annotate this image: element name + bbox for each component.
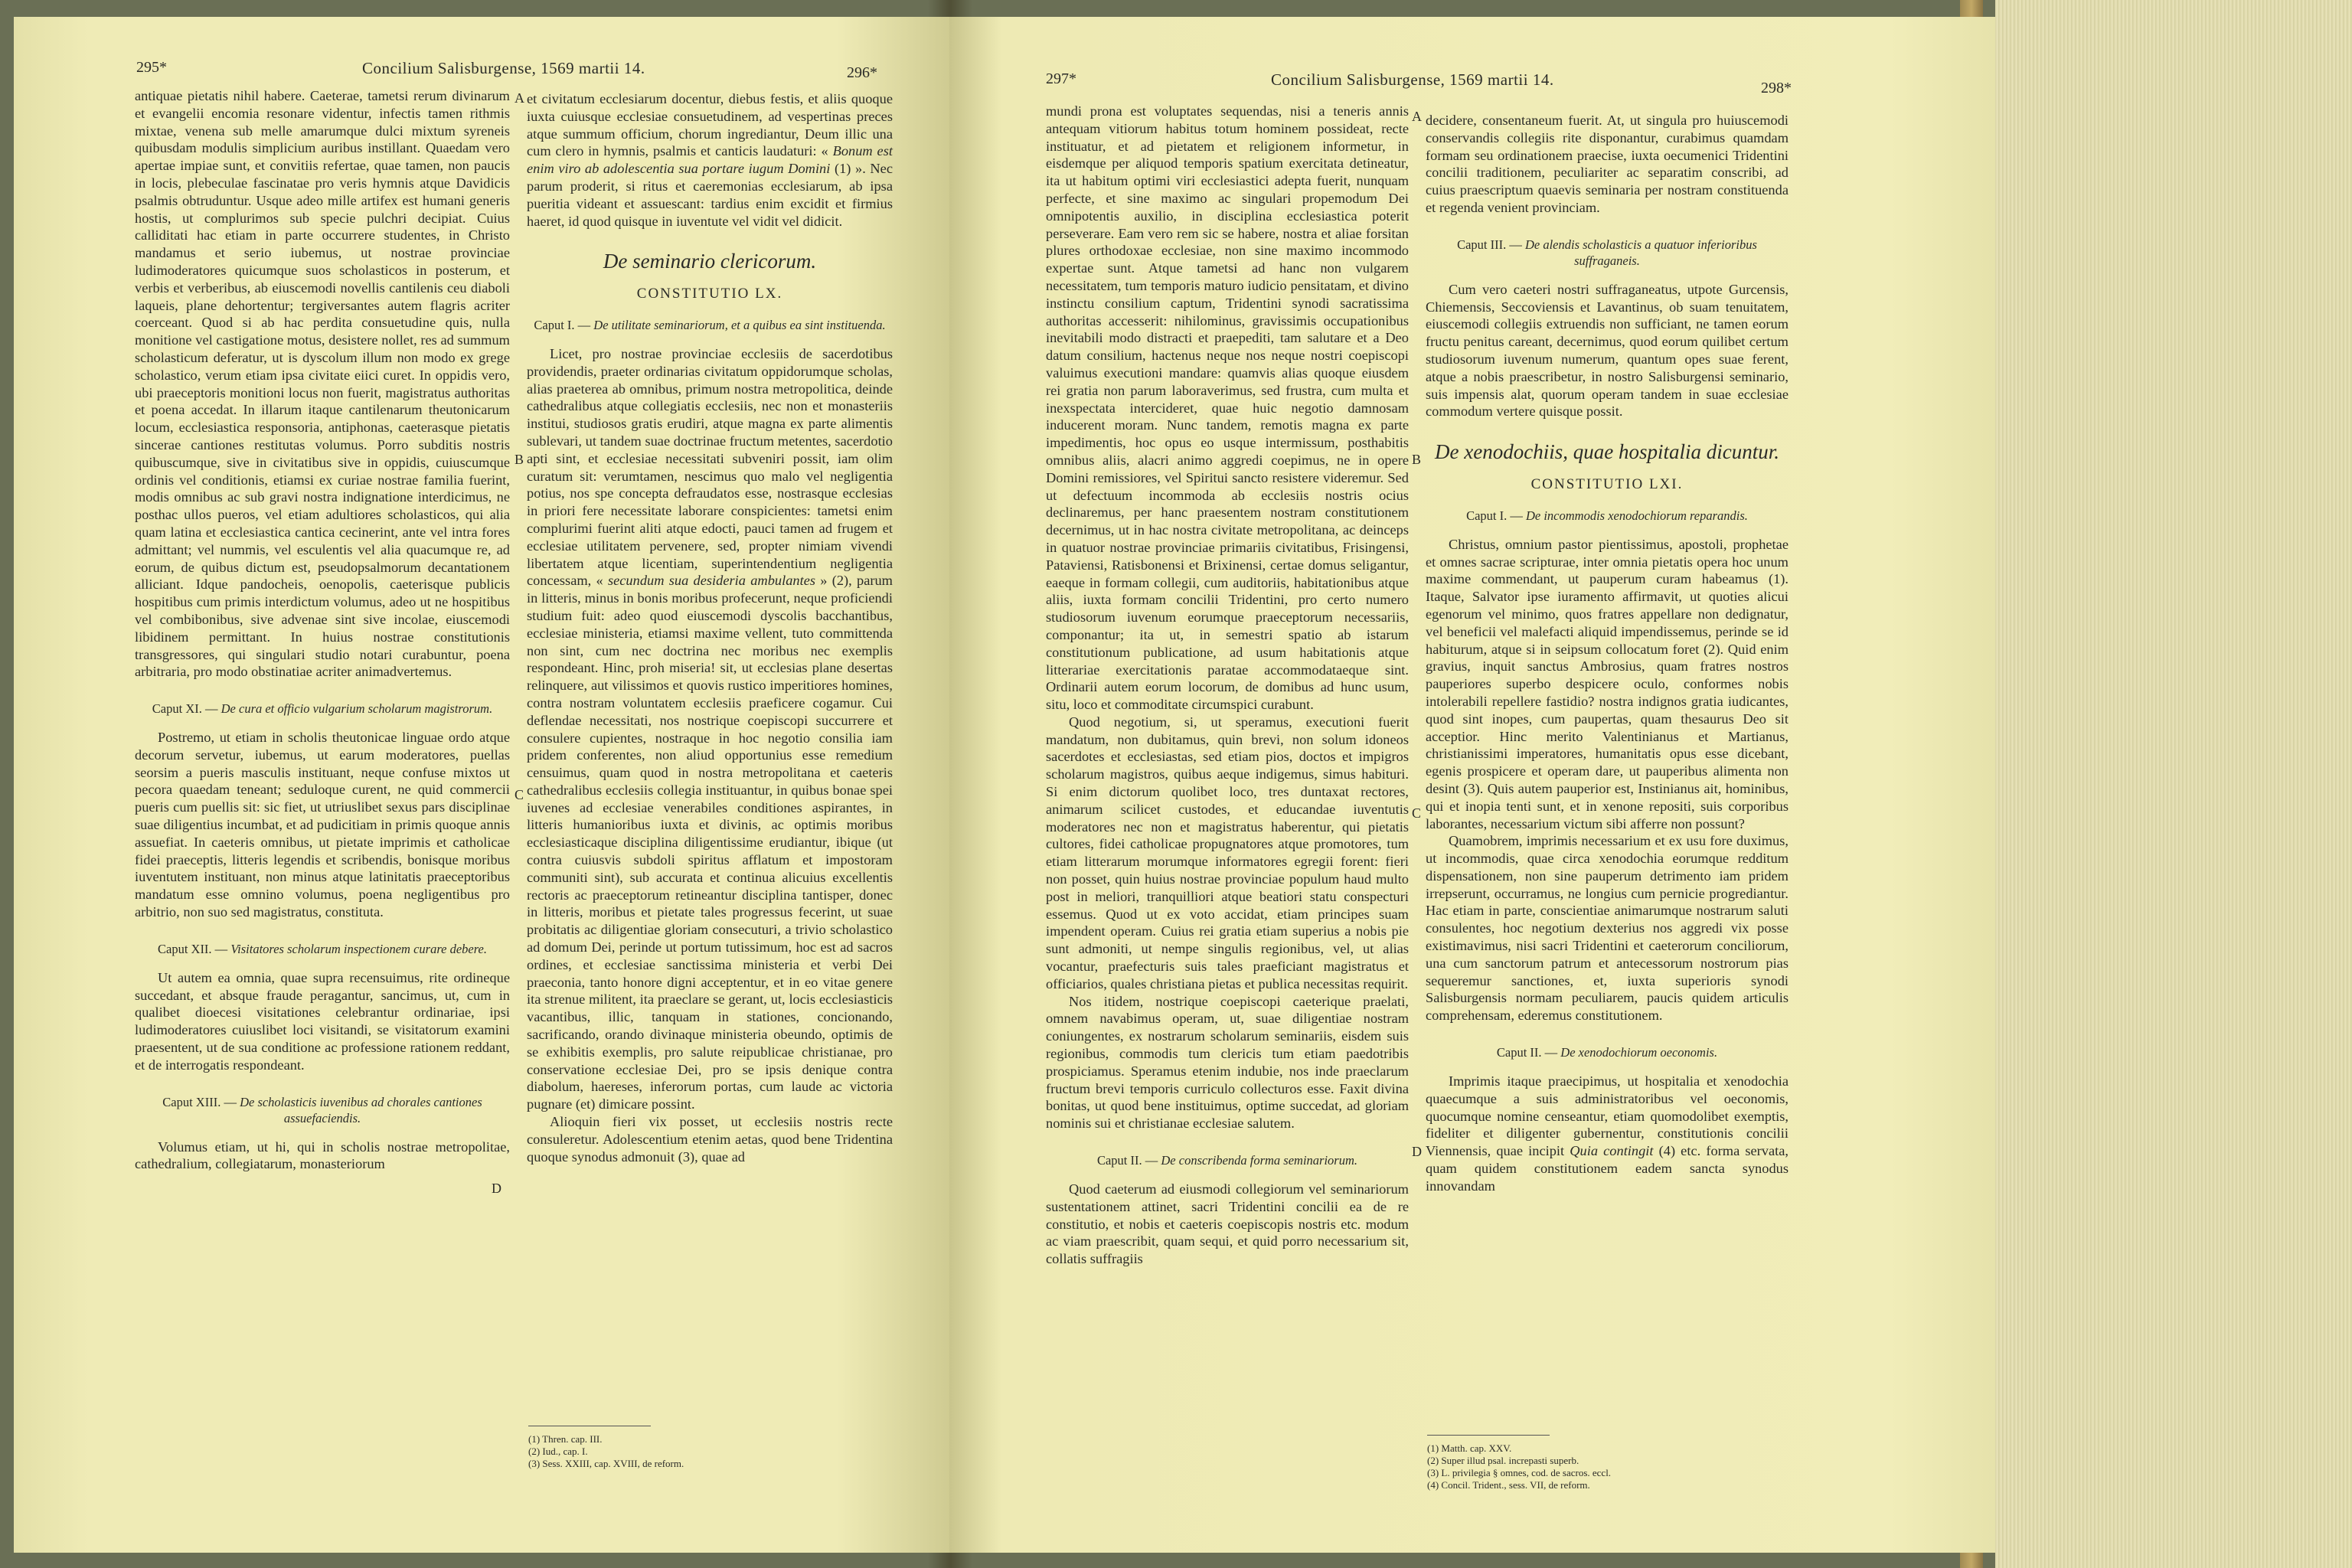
caput-label: Caput I. — — [1466, 508, 1526, 523]
page-number-297: 297* — [1046, 70, 1076, 87]
margin-letter-a: A — [514, 90, 524, 106]
column-295 — [135, 87, 510, 1173]
constitutio-heading: CONSTITUTIO LXI. — [1530, 475, 1684, 492]
footnote: (4) Concil. Trident., sess. VII, de reform. — [1427, 1479, 1590, 1491]
text-run: Imprimis itaque praecipimus, ut hospitalia et xenodochia quaecumque a suis administratoribus vel oeconomis, quocumque nomine censeantur, etiam quomodolibet exemptis, fideliter et diligenter gubernentur, constitutionis concilii Viennensis, quae incipit — [1426, 1073, 1788, 1159]
running-title-right: Concilium Salisburgense, 1569 martii 14. — [1271, 70, 1554, 89]
paragraph: Alioquin fieri vix posset, ut ecclesiis nostris recte consuleretur. Adolescentium etenim aetas, quod bene Tridentina quoque synodus admonuit (3), quae ad — [527, 1114, 893, 1165]
footnote: (2) Super illud psal. increpasti superb. — [1427, 1455, 1579, 1466]
quote-italic: Bonum est enim viro ab adolescentia sua portare iugum Domini — [527, 143, 893, 177]
caput-title: De scholasticis iuvenibus ad chorales cantiones assuefaciendis. — [240, 1094, 482, 1125]
section-title: De xenodochiis, quae hospitalia dicuntur. — [1435, 440, 1779, 464]
paragraph: decidere, consentaneum fuerit. At, ut singula pro huiuscemodi conservandis collegiis rite disponantur, curabimus quamdam formam seu ordinationem praecise, iuxta oecumenici Tridentini concilii traditionem, peculiariter ac separatim conscribi, ad cuius praescriptum quaevis seminaria per nostram constituenda et regenda venient provinciam. — [1426, 113, 1788, 215]
caput-heading — [135, 701, 510, 717]
caput-title: De cura et officio vulgarium scholarum magistrorum. — [220, 701, 493, 717]
margin-letter-d: D — [1412, 1144, 1422, 1159]
quote-italic: secundum sua desideria ambulantes — [607, 573, 816, 589]
caput-heading — [1046, 1152, 1409, 1168]
caput-title: De alendis scholasticis a quatuor inferioribus suffraganeis. — [1524, 237, 1757, 268]
paragraph: mundi prona est voluptates sequendas, nisi a teneris annis antequam vitiorum habitus totum hominem possideat, recte instituatur, et ad pietatem et religionem informetur, in eisdemque per aliquod temporis spatium exercitata detineatur, ita ut habitum optimi viri ecclesiastici adepta fuerit, nunquam perfecte, et sine maximo ac singulari propemodum Dei omnipotentis auxilio, in disciplina ecclesiastica poterit perseverare. Eam vero rem sic se habere, nostra et aliae forsitan plures orthodoxae ecclesiae, non sine maximo incommodo expertae sunt. Atque tametsi ad hanc non vulgarem necessitatem, tum temporis maturo iudicio pensitatam, et divino instinctu consilium captum, Tridentini synodi sacratissima authoritas accesserit: nihilominus, gravissimis occupationibus inevitabili modo distracti et praepediti, tam salutare et a Deo datum consilium, hactenus neque nos neque nostri coepiscopi valuimus executioni mandare: quamvis alias quoque eiusdem rei gratia non parum laboraverimus, sed frustra, cum multa et inexspectata intercideret, quae huic negotio damnosam inducerent moram. Nunc tandem, remotis magna ex parte impedimentis, hoc opus eo usque intermissum, posthabitis omnibus aliis, alacri animo aggredi coepimus, ne in opere Domini remissiores, vel Spiritui sancto resistere videremur. Sed ut defectuum incommoda ab ecclesiis nostris ocius declinaremus, per hanc praesentem nostram constitutionem decernimus, ut in hac nostra civitate metropolitana, ac deinceps in quatuor nostrae provinciae primariis civitatibus, Frisingensi, Pataviensi, Ratisbonensi et Brixinensi, certae domus seligantur, eaeque in formam collegii, cum auditoriis, habitationibus atque aliis, iuxta formam concilii Tridentini, pro certo numero studiosorum iuvenum eorumque praeceptorum necessariis, componantur; ita ut, in semestri spatio ab istarum constitutionum publicatione, ad usum habitationis atque litterariae exercitationis paratae accommodataeque sint. Ordinarii autem eorum locorum, de domibus ad hunc usum, situ, loco et commoditate circumspici curabunt. — [1046, 103, 1409, 713]
page-number-295: 295* — [136, 59, 167, 76]
footnote-rule — [1427, 1435, 1550, 1436]
margin-letter-d: D — [492, 1181, 501, 1196]
constitutio-heading: CONSTITUTIO LX. — [636, 286, 783, 302]
caput-heading — [135, 1094, 510, 1126]
caput-title: De utilitate seminariorum, et a quibus ea sint instituenda. — [593, 317, 886, 332]
text-run: (4) etc. forma servata, quam quidem constitutionem eadem sancta synodus innovandam — [1426, 1143, 1789, 1194]
caput-label: Caput II. — — [1096, 1153, 1161, 1168]
page-number-296: 296* — [847, 64, 877, 81]
caput-label: Caput XII. — — [157, 941, 231, 956]
caput-label: Caput XI. — — [152, 701, 221, 717]
paragraph: Quod negotium, si, ut speramus, executioni fuerit mandatum, non dubitamus, quin brevi, non solum idoneos sacerdotes et ecclesiastas, sed etiam pios, doctos et impigros scholarum magistros, quibus aeque indigemus, simus habituri. Si enim dictorum quolibet loco, tres duntaxat rectores, animarum scilicet custodes, et educandae iuventutis moderatores nec non et magistratus haberentur, qui pietatis cultores, fidei catholicae propugnatores atque promotores, tum etiam litterarum morumque informatores egregii forent: fieri non posset, quin huius nostrae provinciae populum haud multo post in meliori, tranquilliori atque beatiori statu conspecturi essemus. Quod ut ex voto accidat, etiam principes suam impendent operam. Cuius rei gratia etiam superius a nobis pie sunt admoniti, ut nempe singulis regionibus, vel, ut alias vocantur, praefecturis suis tales praeficiant magistratus et officiarios, quales christiana pietas et publica necessitas requirit. — [1046, 714, 1409, 991]
footnotes-296 — [528, 1433, 888, 1470]
text-run: (1) ». Nec parum proderit, si ritus et caeremonias ecclesiarum, ab ipsa pueritia videant et assuescant: tardius enim excidit et firmius haeret, id quod quisque in iuventute vel vidit vel didicit. — [527, 161, 893, 229]
paragraph: Quod caeterum ad eiusmodi collegiorum vel seminariorum sustentationem attinet, sacri Tridentini concilii ea de re constitutio, et nobis et caeteris coepiscopis nostris etc. modum ac viam praescribit, quam sequi, et quid porro necessarium sit, collatis suffragiis — [1046, 1181, 1409, 1267]
paragraph: antiquae pietatis nihil habere. Caeterae, tametsi rerum divinarum et evangelii encomia resonare videntur, infectis tamen rithmis mixtae, venena sub melle amarumque dulci mixtum syreneis quibusdam modulis simplicium auribus instillant. Quaedam vero apertae impiae sunt, et convitiis refertae, quae tamen, non paucis in locis, plebeculae fascinatae pro veris hymnis atque Davidicis psalmis obtruduntur. Usque adeo mille artifex est humani generis hostis, ut complurimos sub specie pulchri decipiat. Cuius calliditati hac etiam in parte occurrere studentes, in Christo mandamus et serio iubemus, ut nostrae provinciae ludimoderatores quicumque suos scholasticos in posterum, et verbis et verberibus, ab eiuscemodi novellis cantilenis ceu diaboli laqueis, plane dehortentur; tergiversantes autem flagris acriter coerceant. Quod si ab hac perdita consuetudine quis, nulla monitione vel castigatione motus, desistere nollet, res ad summum scholasticum deferatur, ut is dyscolum illum non modo ex grege scholastico, verum etiam ipsa civitate eiici curet. In oppidis vero, ubi praeceptoris monitioni locus non fuerit, magistratus authoritas et poena accedat. In illarum itaque cantilenarum theutonicarum locum, ecclesiastica responsoria, antiphonas, caeterasque pietatis sincerae cantiones restitutas volumus. Porro subditis nostris quibuscumque, sive in civitatibus sive in oppidis, cuiuscumque ordinis vel conditionis, etiamsi ex curiae nostrae familia fuerint, modis omnibus ac sub gravi nostra indignatione interdicimus, ne posthac ullos pueros, vel etiam adultiores scholasticos, qui alia quam latina et ecclesiastica cantica cecinerint, ante vel intra fores admittant; vel nummis, vel esculentis vel alia quacumque re, ad eorum, de quibus dictum est, pseudopsalmorum decantationem alliciant. Idque pandocheis, oenopolis, caeterisque publicis hospitibus cum primis interdictum volumus, adeo ut ne hospitibus vel combibonibus, sive advenae sint sive incolae, eiuscemodi libidinem permittant. In huius nostrae constitutionis transgressores, qui singulari studio notari curabuntur, poena arbitraria, pro modo obstinatiae acriter animadvertemus. — [135, 88, 510, 680]
caput-label: Caput XIII. — — [162, 1094, 240, 1109]
caput-heading — [527, 317, 893, 333]
margin-letter-b: B — [1412, 452, 1422, 467]
column-297 — [1046, 103, 1409, 1268]
paragraph — [1426, 1073, 1788, 1195]
section-title: De seminario clericorum. — [603, 250, 817, 273]
paragraph — [527, 345, 893, 1113]
text-run: » (2), parum in litteris, minus in bonis moribus profecerunt, neque proficiendi studium fuit: adeo quod eiuscemodi dyscolis bacchantibus, ecclesiae ministeria, etiamsi maxime vellent, tuto committenda non sint, cum nec doctrina nec moribus nec exemplis respondeant. Hinc, proh miseria! sit, ut ecclesias plane desertas relinquere, aut vilissimos et quovis rustico imperitiores homines, contra nostram voluntatem ecclesiis praeficere cogamur. Cui deflendae necessitati, nos nostrique coepiscopi succurrere et consulere cupientes, nostraque in hoc negotio consilia iam pridem conferentes, non aliud opportunius esse remedium censuimus, quam quod in nostra metropolitana et caeteris cathedralibus ecclesiis collegia instituantur, in quibus bonae spei iuvenes ad ecclesiae venerabiles conditiones aspirantes, in litteris humanioribus iuxta et divinis, ac optimis moribus ecclesiasticaque disciplina diligentissime erudiantur, ibique (ut contra cuiusvis subdoli spiritus afflatum et impostoram communiti sint), sub accurata et continua alicuius excellentis rectoris ac praeceptorum retineantur disciplina tantisper, donec in litteris, moribus et pietate tales progressus fecerint, ut suae probitatis ac diligentiae gloriam consecuturi, a trivio scholastico ad domum Dei, perinde ut portum tutissimum, hoc est ad sacros ordines, et ecclesiae sanctissima ministeria et verbi Dei praeconia, tanto honore digni acceptentur, et in eo vitae genere ita strenue militent, ita praeclare se gerant, ut, locis ecclesiasticis vacantibus, illic, tanquam in stationes, concionando, sacrificando, orando divinaque ministeria obeundo, optimis de se exhibitis exemplis, pro salute reipublicae christianae, pro conservatione ecclesiae Dei, pro se ipsis denique contra diabolum, haereses, inferorum portas, cum laude ac victoria pugnare (et) dimicare possint. — [527, 573, 893, 1112]
footnote: (3) L. privilegia § omnes, cod. de sacros. eccl. — [1427, 1467, 1612, 1478]
caput-label: Caput II. — — [1496, 1045, 1561, 1060]
right-page — [949, 17, 1995, 1553]
text-run: Licet, pro nostrae provinciae ecclesiis de sacerdotibus providendis, praeter ordinarias civitatum oppidorumque scholas, alias praeterea ab omnibus, primum nostra metropolitica, deinde cathedralibus atque collegiatis ecclesiis, nec non et monasteriis institui, studiosos gratis erudiri, atque magna ex parte alimentis sublevari, ut tandem suae doctrinae fructum metentes, sacerdotio apti sint, et ecclesiae necessitati subveniri possit, iam olim curatum sit: verumtamen, nescimus quo malo vel negligentia potius, nos spe concepta defraudatos esse, nostrasque ecclesias in priori fere necessitate laborare conspicientes: tametsi enim complurimi fuerint aliti atque edocti, pauci tamen ad frugem et ecclesiae utilitatem pervenere, sed, propter nimiam vivendi libertatem atque licentiam, superintendentium negligentia concessam, « — [527, 345, 893, 589]
caput-label: Caput III. — — [1457, 237, 1525, 252]
caput-title: Visitatores scholarum inspectionem curare debere. — [230, 941, 487, 956]
paragraph: Ut autem ea omnia, quae supra recensuimus, rite ordineque succedant, et absque fraude peragantur, sancimus, ut, cum in qualibet dioecesi visitationes celebrantur ordinariae, ipsi ludimoderatores cuiuslibet loci visitandi, se visitatorum examini praesentent, ut de sua conditione ac professione rationem reddant, et de interrogatis respondeant. — [135, 969, 510, 1073]
paragraph: Postremo, ut etiam in scholis theutonicae linguae ordo atque decorum servetur, iubemus, ut earum moderatores, puellas seorsim a pueris masculis instituant, neque confuse mixtos ut pecora quaedam teneant; seduloque curent, ne quid commercii pueris cum puellis sit: sic fiet, ut utriuslibet sexus pars disciplinae suae diligentius incumbat, et ad pudicitiam in primis quoque annis assuefiat. In caeteris omnibus, ut pietate imprimis et catholicae fidei praeceptis, litteris legendis et scribendis, bonisque moribus iuventutem instituant, non minus atque latinitatis praeceptoribus mandatum esse omnino volumus, poena negligentibus pro arbitrio, non suo sed magistratus, constituta. — [135, 730, 510, 920]
margin-letter-c: C — [1412, 805, 1422, 821]
column-296 — [527, 90, 893, 1165]
footnote: (2) Iud., cap. I. — [528, 1446, 588, 1457]
column-298 — [1426, 112, 1788, 1195]
running-title-left: Concilium Salisburgense, 1569 martii 14. — [362, 59, 645, 77]
caput-label: Caput I. — — [534, 317, 594, 332]
caput-heading — [1426, 237, 1788, 269]
caput-title: De xenodochiorum oeconomis. — [1560, 1045, 1718, 1060]
paragraph: Volumus etiam, ut hi, qui in scholis nostrae metropolitae, cathedralium, collegiatarum, monasteriorum — [135, 1138, 510, 1172]
left-page — [14, 17, 949, 1553]
caput-heading — [1426, 1044, 1788, 1060]
text-run: et civitatum ecclesiarum docentur, diebus festis, et aliis quoque iuxta cuiusque ecclesiae consuetudinem, ad vespertinas preces atque summum officium, chorum ingrediantur, Deum illic una cum clero in hymnis, psalmis et canticis laudaturi: « — [527, 91, 893, 159]
margin-letter-c: C — [514, 787, 524, 802]
caput-title: De conscribenda forma seminariorum. — [1161, 1153, 1358, 1168]
paragraph: Christus, omnium pastor pientissimus, apostoli, prophetae et omnes sacrae scripturae, inter omnia pietatis opera hoc unum maxime commendant, ut pauperum curam habeamus (1). Itaque, Salvator ipse iuramento affirmavit, ut quoties alicui egenorum vel minimo, quos fratres appellare non dedignatur, vel beneficii vel malefacti aliquid impendissemus, perinde se id habiturum, atque si in seipsum collocatum foret (2). Quid enim gravius, inquit sanctus Ambrosius, quam fratres nostros pauperiores superbo despicere oculo, conformes nobis intolerabili repellere fastidio? nostra indignos gratia iudicantes, quod sint inopes, cum paupertas, quam thesaurus Deo sit acceptior. Hinc merito Valentinianus et Martianus, christianissimi imperatores, humanitatis opus esse dicebant, egenis prospicere et operam dare, ut pauperibus alimenta non desint (3). Quis autem pauperior est, Instinianus ait, hominibus, qui et inopia tenti sunt, et in xenone repositi, suis corporibus laborantes, necessarium victum sibi afferre non possunt? — [1426, 536, 1788, 831]
footnote: (1) Matth. cap. XXV. — [1427, 1442, 1512, 1454]
footnotes-298 — [1427, 1442, 1787, 1491]
page-number-298: 298* — [1761, 80, 1792, 96]
quote-italic: Quia contingit — [1570, 1143, 1654, 1159]
caput-heading — [135, 941, 510, 957]
margin-letter-a: A — [1412, 109, 1422, 124]
footnote: (3) Sess. XXIII, cap. XVIII, de reform. — [528, 1458, 684, 1469]
caput-title: De incommodis xenodochiorum reparandis. — [1525, 508, 1748, 523]
page-edges — [1995, 0, 2352, 1568]
caput-heading — [1426, 508, 1788, 524]
paragraph: Quamobrem, imprimis necessarium et ex usu fore duximus, ut incommodis, quae circa xenodochia eorumque redditum dispensationem, non sine pauperum detrimento iam pridem irrepserunt, occurramus, ne longius cum pernicie progrediantur. Hac etiam in parte, conscientiae animarumque nostrarum saluti consulentes, hoc negotium dexterius nos aggredi vix posse existimavimus, nisi sacri Tridentini et caeterorum conciliorum, una cum sanctorum patrum et antecessorum nostrorum pias sequeremur sanctiones, et, iuxta superioris synodi Salisburgensis normam peculiarem, paucis quidem articulis comprehensam, ederemus constitutionem. — [1426, 833, 1788, 1024]
paragraph — [527, 90, 893, 230]
paragraph: Cum vero caeteri nostri suffraganeatus, utpote Gurcensis, Chiemensis, Seccoviensis et Lavantinus, ob suam tenuitatem, eiuscemodi collegiis extruendis non sufficiant, ne tamen eorum fructu penitus careant, decernimus, quod eorum quilibet certum studiosorum iuvenum numerum, quantum opes suae ferent, atque a nobis praescribetur, in nostro Salisburgensi seminario, suis impensis alat, quorum operam tandem in suae ecclesiae commodum vertere quisque possit. — [1426, 281, 1788, 420]
margin-letter-b: B — [514, 452, 524, 467]
footnote: (1) Thren. cap. III. — [528, 1433, 603, 1445]
paragraph: Nos itidem, nostrique coepiscopi caeterique praelati, omnem navabimus operam, ut, suae diligentiae nostram coniungentes, ex nostrarum scholarum seminariis, eisdem suis regionibus, commodis tum clericis tum etiam paedotribis prospiciamus. Speramus etenim indubie, nos inde praeclarum fructum brevi temporis curriculo collecturos esse. Faxit divina bonitas, ut quod bene instituimus, optime succedat, ad gloriam nominis sui et christianae ecclesiae salutem. — [1046, 993, 1409, 1132]
